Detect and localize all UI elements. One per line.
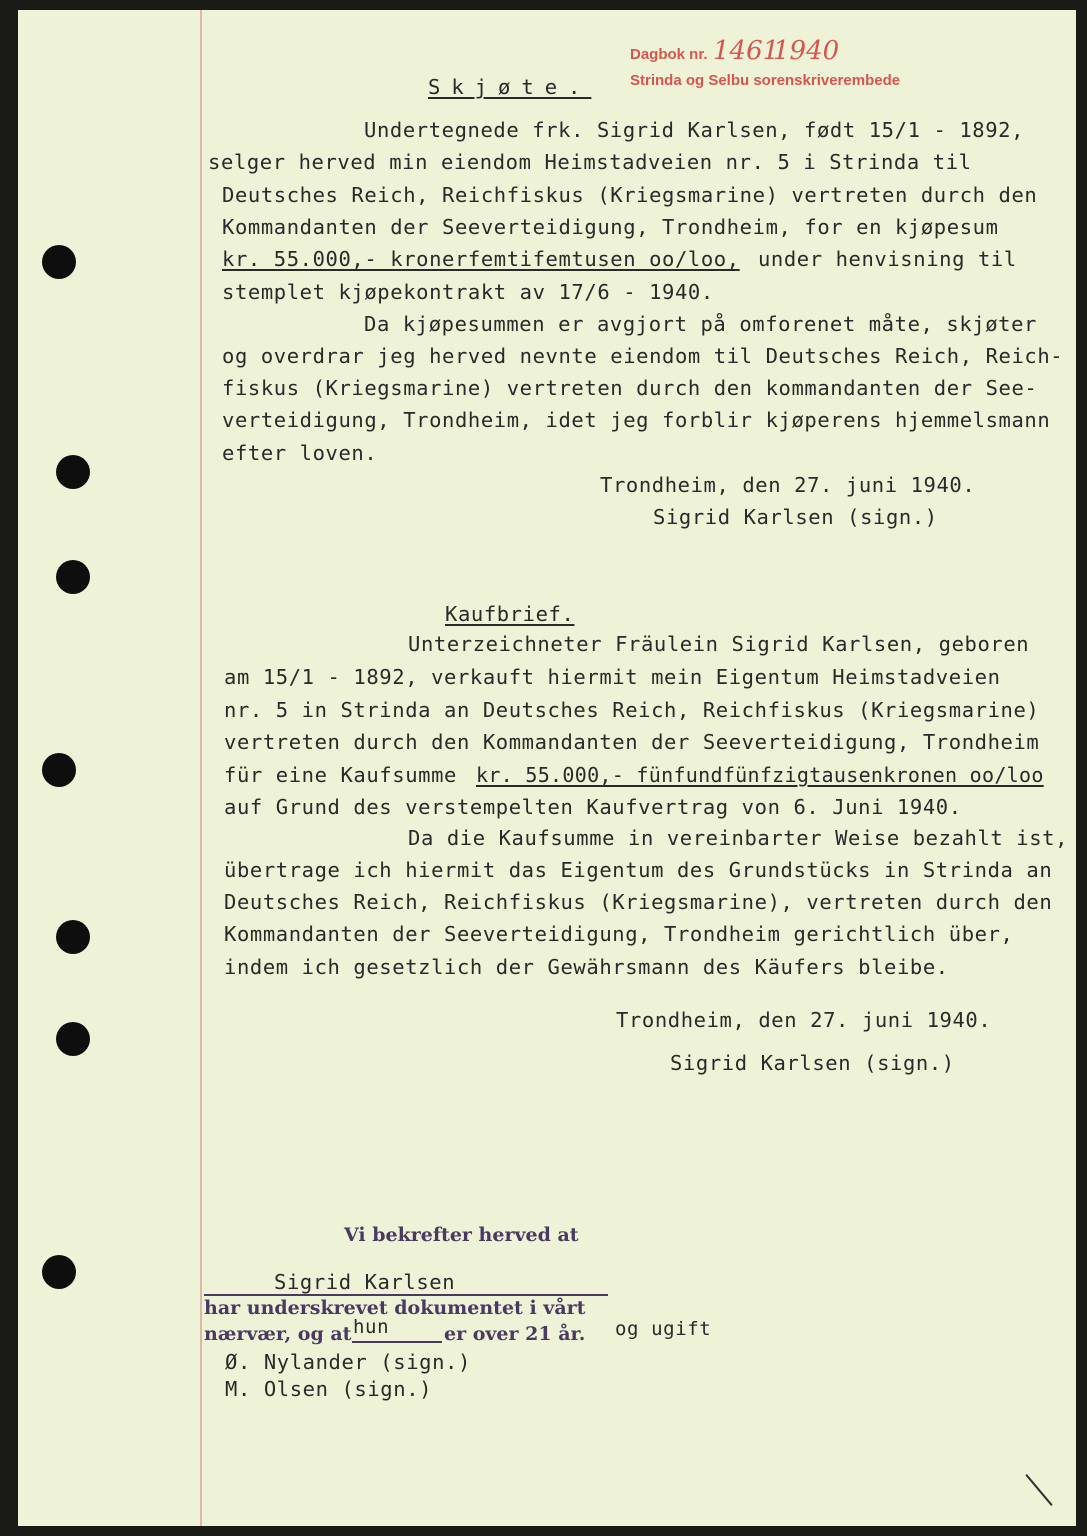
kaufbrief-line: nr. 5 in Strinda an Deutsches Reich, Reichfiskus (Kriegsmarine): [224, 698, 1040, 722]
kaufbrief-price: kr. 55.000,- fünfundfünfzigtausenkronen oo/loo: [476, 763, 1044, 787]
kaufbrief-line: Deutsches Reich, Reichfiskus (Kriegsmarine), vertreten durch den: [224, 890, 1053, 914]
kaufbrief-signature: Sigrid Karlsen (sign.): [670, 1051, 955, 1075]
kaufbrief-line: am 15/1 - 1892, verkauft hiermit mein Eigentum Heimstadveien: [224, 665, 1001, 689]
witness-signature-2: M. Olsen (sign.): [225, 1377, 433, 1401]
skjote-line: verteidigung, Trondheim, idet jeg forblir kjøperens hjemmelsmann: [222, 408, 1051, 432]
binder-hole: [56, 1022, 90, 1056]
witness-name: Sigrid Karlsen: [274, 1270, 456, 1294]
skjote-line: stemplet kjøpekontrakt av 17/6 - 1940.: [222, 280, 714, 304]
kaufbrief-line: für eine Kaufsumme: [224, 763, 470, 787]
witness-signature-1: Ø. Nylander (sign.): [225, 1350, 471, 1374]
document-page: [18, 10, 1076, 1526]
kaufbrief-line: Unterzeichneter Fräulein Sigrid Karlsen, geboren: [408, 632, 1030, 656]
skjote-line: og overdrar jeg herved nevnte eiendom til Deutsches Reich, Reich-: [222, 344, 1064, 368]
skjote-line: selger herved min eiendom Heimstadveien nr. 5 i Strinda til: [208, 150, 972, 174]
kaufbrief-line: vertreten durch den Kommandanten der Seeverteidigung, Trondheim: [224, 730, 1040, 754]
witness-line3a: nærvær, og at: [204, 1323, 352, 1345]
skjote-line: efter loven.: [222, 441, 378, 465]
skjote-line: Kommandanten der Seeverteidigung, Trondheim, for en kjøpesum: [222, 215, 999, 239]
skjote-title: Skjøte.: [428, 75, 592, 99]
skjote-line: under henvisning til: [745, 247, 1017, 271]
skjote-line: fiskus (Kriegsmarine) vertreten durch den kommandanten der See-: [222, 376, 1038, 400]
kaufbrief-title: Kaufbrief.: [445, 602, 575, 626]
kaufbrief-line: indem ich gesetzlich der Gewährsmann des Käufers bleibe.: [224, 955, 949, 979]
skjote-signature: Sigrid Karlsen (sign.): [653, 505, 938, 529]
witness-pronoun: hun: [353, 1316, 390, 1338]
registry-number: 1461: [713, 36, 780, 66]
kaufbrief-line: Da die Kaufsumme in vereinbarter Weise bezahlt ist,: [408, 826, 1069, 850]
skjote-place-date: Trondheim, den 27. juni 1940.: [600, 473, 976, 497]
registry-year: 1940: [773, 36, 840, 66]
margin-line: [200, 10, 202, 1526]
witness-pronoun-rule: [352, 1341, 442, 1343]
skjote-line: Da kjøpesummen er avgjort på omforenet måte, skjøter: [364, 312, 1037, 336]
binder-hole: [42, 245, 76, 279]
kaufbrief-line: auf Grund des verstempelten Kaufvertrag von 6. Juni 1940.: [224, 795, 962, 819]
corner-mark: [1025, 1474, 1052, 1506]
binder-hole: [56, 920, 90, 954]
kaufbrief-line: Kommandanten der Seeverteidigung, Trondheim gerichtlich über,: [224, 922, 1014, 946]
binder-hole: [42, 1255, 76, 1289]
binder-hole: [42, 753, 76, 787]
binder-hole: [56, 455, 90, 489]
witness-name-rule: [204, 1294, 608, 1296]
kaufbrief-line: übertrage ich hiermit das Eigentum des Grundstücks in Strinda an: [224, 858, 1053, 882]
registry-office: Strinda og Selbu sorenskriverembede: [630, 72, 901, 89]
skjote-line: Deutsches Reich, Reichfiskus (Kriegsmarine) vertreten durch den: [222, 183, 1038, 207]
skjote-line: Undertegnede frk. Sigrid Karlsen, født 15/1 - 1892,: [364, 118, 1025, 142]
binder-hole: [56, 560, 90, 594]
kaufbrief-place-date: Trondheim, den 27. juni 1940.: [616, 1008, 992, 1032]
witness-line2: har underskrevet dokumentet i vårt: [204, 1297, 586, 1319]
witness-heading: Vi bekrefter herved at: [344, 1224, 579, 1246]
witness-status: og ugift: [615, 1318, 712, 1340]
witness-line3b: er over 21 år.: [444, 1323, 586, 1345]
registry-stamp-prefix: Dagbok nr.: [630, 46, 708, 63]
skjote-price: kr. 55.000,- kronerfemtifemtusen oo/loo,: [222, 247, 740, 271]
